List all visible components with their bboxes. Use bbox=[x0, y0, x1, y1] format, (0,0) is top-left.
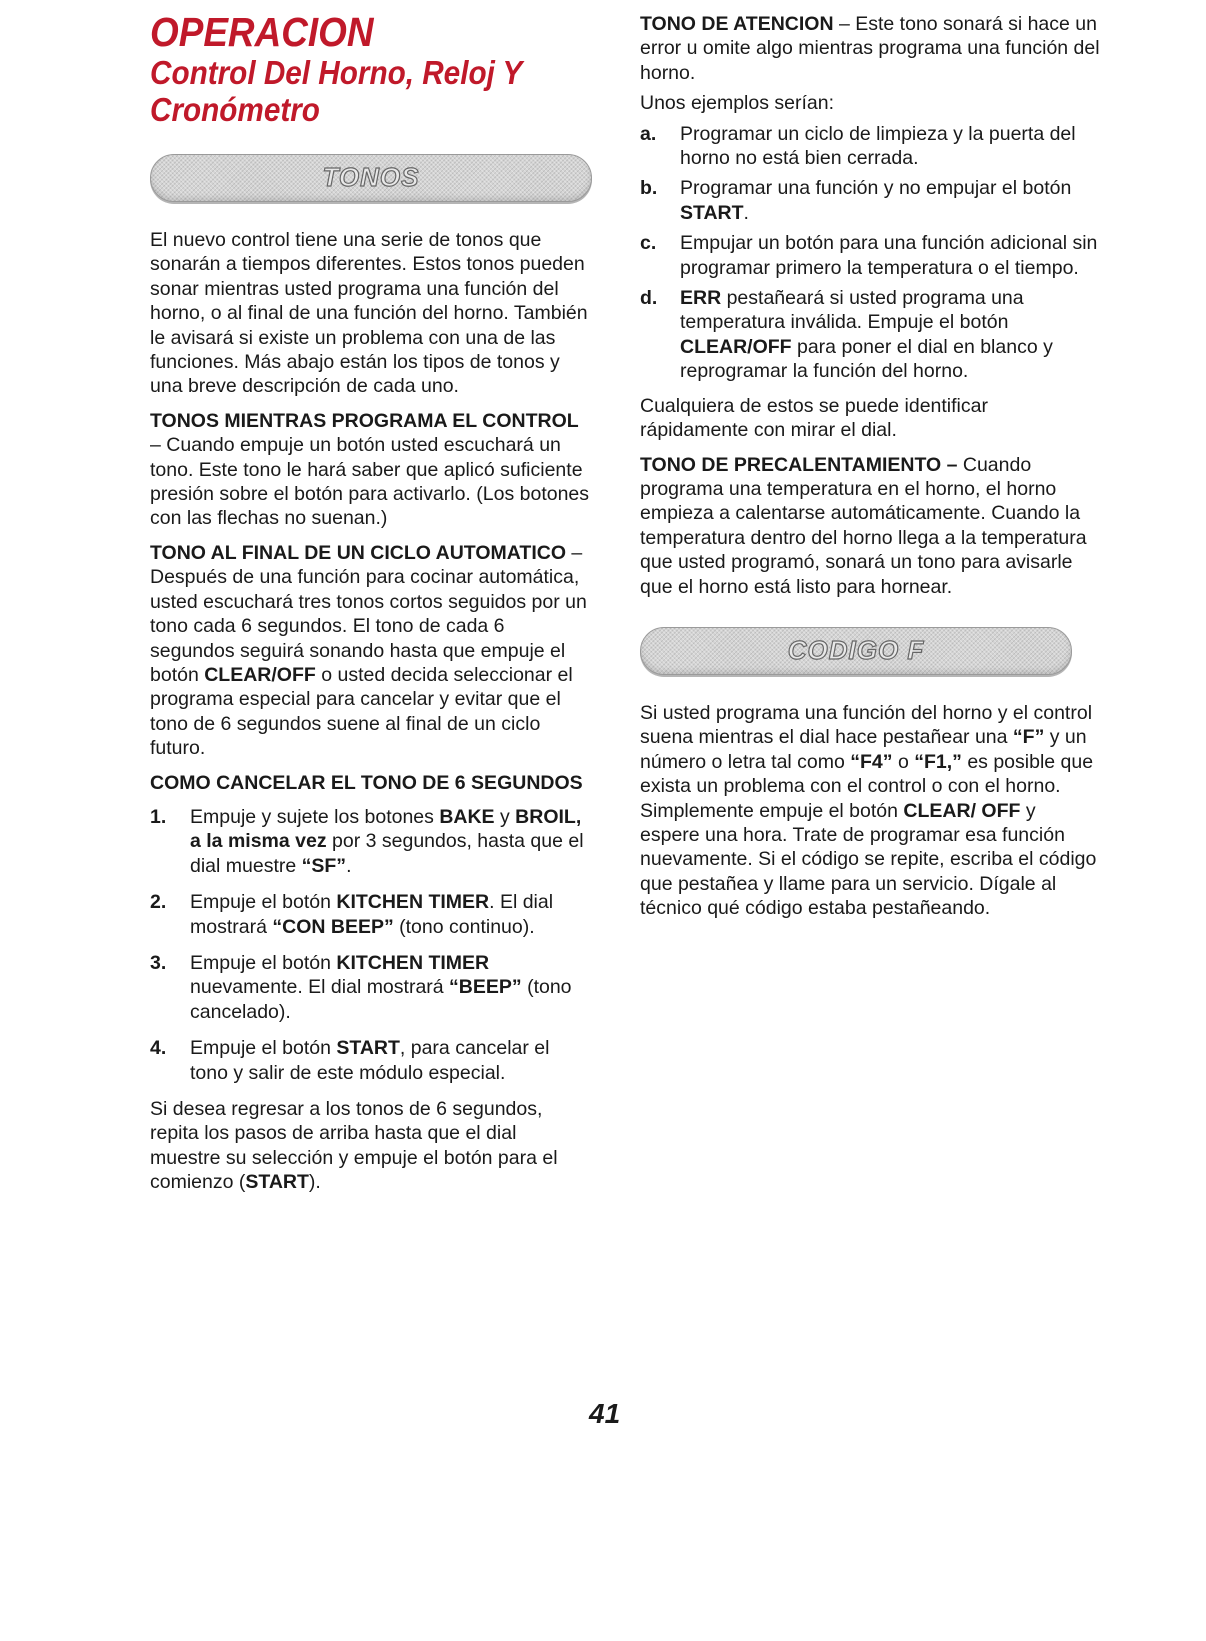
tono-atencion-heading: TONO DE ATENCION bbox=[640, 13, 834, 35]
example-a bbox=[640, 122, 1100, 171]
restore-text: ). bbox=[308, 1171, 321, 1194]
step-text: nuevamente. El dial mostrará bbox=[190, 976, 450, 999]
cualquiera-paragraph: Cualquiera de estos se puede identificar rápidamente con mirar el dial. bbox=[640, 394, 988, 442]
restore-text: Si desea regresar a los tonos de 6 segundos, repita los pasos de arriba hasta que el dial muestre su selección y empuje el botón para el comienzo ( bbox=[150, 1098, 558, 1194]
codigo-f-banner-label: CODIGO F bbox=[787, 634, 925, 665]
cancel-step-4 bbox=[150, 1036, 590, 1085]
ejemplos-label: Unos ejemplos serían: bbox=[640, 92, 835, 115]
codigo-text: y espere una hora. Trate de programar esa función nuevamente. Si el código se repite, escriba el código que pestañea y llame para un servicio. Dígale al técnico qué código estaba pestañeando. bbox=[640, 799, 1097, 920]
codigo-text: Si usted programa una función del horno y el control suena mientras el dial hace pestañear una bbox=[640, 701, 1093, 749]
broil-button-name: BROIL, a la misma vez bbox=[190, 805, 582, 853]
f4-display-code: “F4” bbox=[850, 750, 893, 773]
precalentamiento-heading: TONO DE PRECALENTAMIENTO – bbox=[640, 453, 958, 476]
f1-display-code: “F1,” bbox=[914, 750, 962, 773]
step-number: 3. bbox=[150, 951, 167, 974]
right-column bbox=[640, 12, 1100, 931]
codigo-f-banner bbox=[640, 627, 1072, 675]
err-display-code: ERR bbox=[680, 287, 722, 310]
cancel-steps-list bbox=[150, 805, 590, 1085]
step-text: y bbox=[494, 805, 516, 828]
step-text: (tono cancelado). bbox=[190, 976, 572, 1023]
restore-tones-paragraph bbox=[150, 1097, 590, 1195]
kitchen-timer-button-name: KITCHEN TIMER bbox=[336, 891, 490, 914]
cancel-step-3 bbox=[150, 951, 590, 1024]
beep-display-code: “BEEP” bbox=[449, 976, 522, 999]
example-text: Programar una función y no empujar el botón bbox=[680, 177, 1072, 200]
codigo-f-paragraph bbox=[640, 701, 1100, 921]
step-text: Empuje el botón bbox=[190, 1037, 337, 1060]
step-text: , para cancelar el tono y salir de este módulo especial. bbox=[190, 1037, 550, 1084]
cancel-step-2 bbox=[150, 890, 590, 939]
kitchen-timer-button-name: KITCHEN TIMER bbox=[336, 951, 490, 974]
example-text: . bbox=[743, 201, 749, 224]
clear-off-button-name: CLEAR/OFF bbox=[680, 335, 792, 358]
tono-final-heading: TONO AL FINAL DE UN CICLO AUTOMATICO bbox=[150, 541, 566, 564]
example-letter: c. bbox=[640, 232, 657, 255]
precalentamiento-text: Cuando programa una temperatura en el horno, el horno empieza a calentarse automáticamente. Cuando la temperatura dentro del horno llega a la temperatura que usted programó, sonará un tono para avisarle que el horno está listo para hornear. bbox=[640, 453, 1087, 598]
example-letter: a. bbox=[640, 122, 657, 145]
tonos-banner-label: TONOS bbox=[322, 162, 420, 192]
bake-button-name: BAKE bbox=[439, 805, 495, 828]
page-title: OPERACION bbox=[150, 9, 374, 55]
example-c bbox=[640, 231, 1100, 280]
left-column bbox=[150, 9, 590, 1205]
step-text: Empuje el botón bbox=[190, 951, 337, 974]
codigo-text: es posible que exista un problema con el control o con el horno. Simplemente empuje el botón bbox=[640, 750, 1094, 822]
cancel-tone-heading: COMO CANCELAR EL TONO DE 6 SEGUNDOS bbox=[150, 771, 583, 794]
tono-final-text-2: o usted decida seleccionar el programa especial para cancelar y evitar que el tono de 6 segundos suene al final de un ciclo futuro. bbox=[150, 663, 573, 760]
page-subtitle: Control Del Horno, Reloj Y Cronómetro bbox=[150, 54, 522, 128]
tonos-programa-text: – Cuando empuje un botón usted escuchará un tono. Este tono le hará saber que aplicó suficiente presión sobre el botón para activarlo. (Los botones con las flechas no suenan.) bbox=[150, 434, 590, 530]
con-beep-display-code: “CON BEEP” bbox=[272, 915, 394, 938]
step-text: Empuje el botón bbox=[190, 891, 337, 914]
page-number: 41 bbox=[589, 1398, 621, 1429]
start-button-name: START bbox=[680, 201, 744, 224]
tono-atencion-text: – Este tono sonará si hace un error u omite algo mientras programa una función del horno. bbox=[640, 13, 1100, 84]
f-display-code: “F” bbox=[1012, 726, 1045, 749]
example-b bbox=[640, 176, 1100, 225]
codigo-text: y un número o letra tal como bbox=[640, 726, 1087, 773]
tono-final-paragraph bbox=[150, 541, 590, 761]
example-letter: b. bbox=[640, 177, 658, 200]
tonos-programa-heading: TONOS MIENTRAS PROGRAMA EL CONTROL bbox=[150, 409, 579, 432]
cancel-step-1 bbox=[150, 805, 590, 878]
step-text: Empuje y sujete los botones bbox=[190, 805, 440, 828]
step-text: . El dial mostrará bbox=[190, 891, 554, 938]
example-text: pestañeará si usted programa una temperatura inválida. Empuje el botón bbox=[680, 287, 1024, 334]
start-button-name: START bbox=[336, 1037, 400, 1060]
example-text: Empujar un botón para una función adicional sin programar primero la temperatura o el tiempo. bbox=[680, 232, 1098, 279]
example-text: Programar un ciclo de limpieza y la puerta del horno no está bien cerrada. bbox=[680, 122, 1076, 170]
tono-final-clear-button-name: CLEAR/OFF bbox=[204, 663, 316, 686]
step-text: . bbox=[346, 854, 352, 877]
tonos-banner bbox=[150, 154, 592, 202]
tonos-programa-paragraph bbox=[150, 409, 590, 531]
examples-list bbox=[640, 122, 1100, 384]
precalentamiento-paragraph bbox=[640, 453, 1100, 599]
example-letter: d. bbox=[640, 287, 658, 310]
codigo-text: o bbox=[892, 750, 915, 773]
example-d bbox=[640, 286, 1100, 384]
step-text: (tono continuo). bbox=[393, 915, 535, 938]
example-text: para poner el dial en blanco y reprogramar la función del horno. bbox=[680, 335, 1053, 383]
start-button-name: START bbox=[245, 1171, 309, 1194]
tonos-intro: El nuevo control tiene una serie de tonos que sonarán a tiempos diferentes. Estos tonos pueden sonar mientras usted programa una función del horno, o al final de una función del horno. También le avisará si existe un problema con una de las funciones. Más abajo están los tipos de tonos y una breve descripción de cada uno. bbox=[150, 229, 588, 398]
tono-final-text-1: – Después de una función para cocinar automática, usted escuchará tres tonos cortos seguidos por un tono cada 6 segundos. El tono de cada 6 segundos seguirá sonando hasta que empuje el botón bbox=[150, 541, 587, 686]
step-number: 4. bbox=[150, 1037, 167, 1060]
step-text: por 3 segundos, hasta que el dial muestre bbox=[190, 830, 584, 877]
sf-display-code: “SF” bbox=[301, 854, 347, 877]
step-number: 2. bbox=[150, 891, 167, 914]
tono-atencion-paragraph bbox=[640, 12, 1100, 85]
step-number: 1. bbox=[150, 805, 167, 828]
clear-off-button-name: CLEAR/ OFF bbox=[903, 799, 1021, 822]
